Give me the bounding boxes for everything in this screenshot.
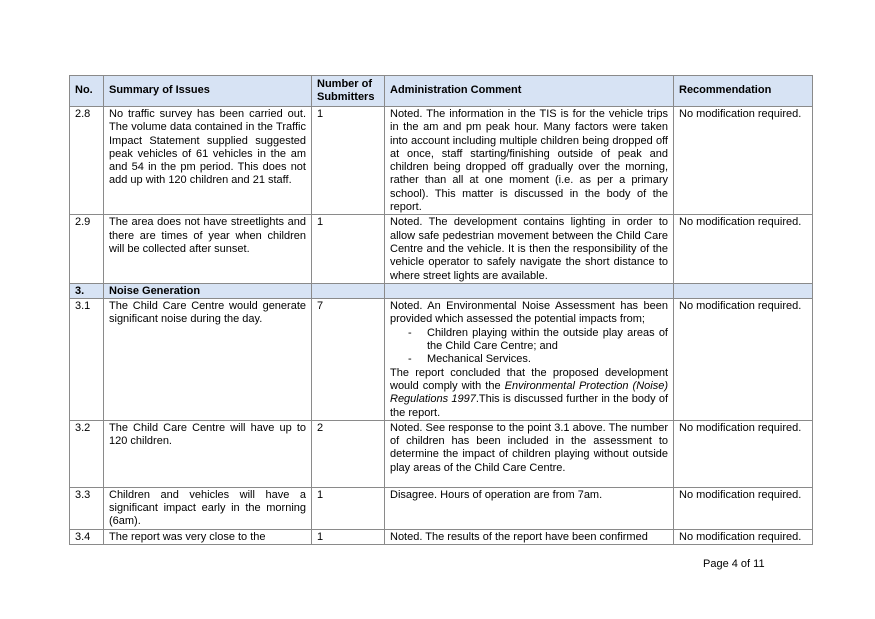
recommendation: No modification required. <box>674 529 813 544</box>
section-empty-cell <box>312 283 385 298</box>
header-comment: Administration Comment <box>385 76 674 107</box>
comment-conclusion <box>390 367 668 420</box>
comment-intro: Noted. An Environmental Noise Assessment has been provided which assessed the potential impacts from; <box>390 300 668 326</box>
issue-summary: The Child Care Centre will have up to 120 children. <box>104 420 312 487</box>
table-row <box>70 215 813 283</box>
header-no: No. <box>70 76 104 107</box>
recommendation: No modification required. <box>674 215 813 283</box>
bullet-dash: - <box>408 353 412 366</box>
row-number: 3.3 <box>70 487 104 529</box>
table-row <box>70 299 813 421</box>
admin-comment: Noted. The information in the TIS is for the vehicle trips in the am and pm peak hour. Many factors were taken into account including multiple children being dropped off at once, staff starting/finishing outside of peak and children being dropped off gradually over the morning, rather than all at one moment (i.e. as per a primary school). This matter is discussed in the body of the report. <box>385 107 674 215</box>
row-number: 3.4 <box>70 529 104 544</box>
issue-summary: No traffic survey has been carried out. The volume data contained in the Traffic Impact Statement supplied suggested peak vehicles of 61 vehicles in the am and 54 in the pm period. This does not add up with 120 children and 21 staff. <box>104 107 312 215</box>
page-number: Page 4 of 11 <box>703 558 765 570</box>
admin-comment: Noted. The results of the report have been confirmed <box>385 529 674 544</box>
submitter-count: 7 <box>312 299 385 421</box>
list-item <box>390 353 668 366</box>
header-summary: Summary of Issues <box>104 76 312 107</box>
issue-summary: Children and vehicles will have a significant impact early in the morning (6am). <box>104 487 312 529</box>
row-number: 2.8 <box>70 107 104 215</box>
regulation-title: Environmental Protection (Noise) Regulations 1997 <box>390 379 668 406</box>
table-row <box>70 529 813 544</box>
bullet-dash: - <box>408 326 412 339</box>
list-item-text: Children playing within the outside play areas of the Child Care Centre; and <box>427 326 668 353</box>
table-header-row <box>70 76 813 107</box>
header-recommendation: Recommendation <box>674 76 813 107</box>
table-row <box>70 420 813 487</box>
admin-comment: Disagree. Hours of operation are from 7am. <box>385 487 674 529</box>
table-row <box>70 487 813 529</box>
section-empty-cell <box>674 283 813 298</box>
header-submitters: Number of Submitters <box>312 76 385 107</box>
recommendation: No modification required. <box>674 299 813 421</box>
row-number: 3.1 <box>70 299 104 421</box>
issues-table <box>69 75 813 545</box>
recommendation: No modification required. <box>674 487 813 529</box>
impact-list <box>390 327 668 367</box>
table-row <box>70 107 813 215</box>
issue-summary: The report was very close to the <box>104 529 312 544</box>
submitter-count: 2 <box>312 420 385 487</box>
section-number: 3. <box>70 283 104 298</box>
row-number: 2.9 <box>70 215 104 283</box>
section-row <box>70 283 813 298</box>
recommendation: No modification required. <box>674 107 813 215</box>
recommendation: No modification required. <box>674 420 813 487</box>
comment-text: .This is discussed further in the body of the report. <box>390 393 668 419</box>
submitter-count: 1 <box>312 215 385 283</box>
row-number: 3.2 <box>70 420 104 487</box>
submitter-count: 1 <box>312 487 385 529</box>
admin-comment <box>385 299 674 421</box>
section-empty-cell <box>385 283 674 298</box>
issue-summary: The area does not have streetlights and there are times of year when children will be collected after sunset. <box>104 215 312 283</box>
admin-comment: Noted. The development contains lighting in order to allow safe pedestrian movement between the Child Care Centre and the vehicle. It is then the responsibility of the vehicle operator to safely navigate the short distance to where street lights are available. <box>385 215 674 283</box>
comment-text: The report concluded that the proposed development would comply with the <box>390 366 668 392</box>
section-title: Noise Generation <box>104 283 312 298</box>
list-item-text: Mechanical Services. <box>427 353 531 366</box>
issue-summary: The Child Care Centre would generate significant noise during the day. <box>104 299 312 421</box>
submitter-count: 1 <box>312 529 385 544</box>
submitter-count: 1 <box>312 107 385 215</box>
admin-comment: Noted. See response to the point 3.1 above. The number of children has been included in the assessment to determine the impact of children playing without outside play areas of the Child Care Centre. <box>385 420 674 487</box>
list-item <box>390 327 668 354</box>
